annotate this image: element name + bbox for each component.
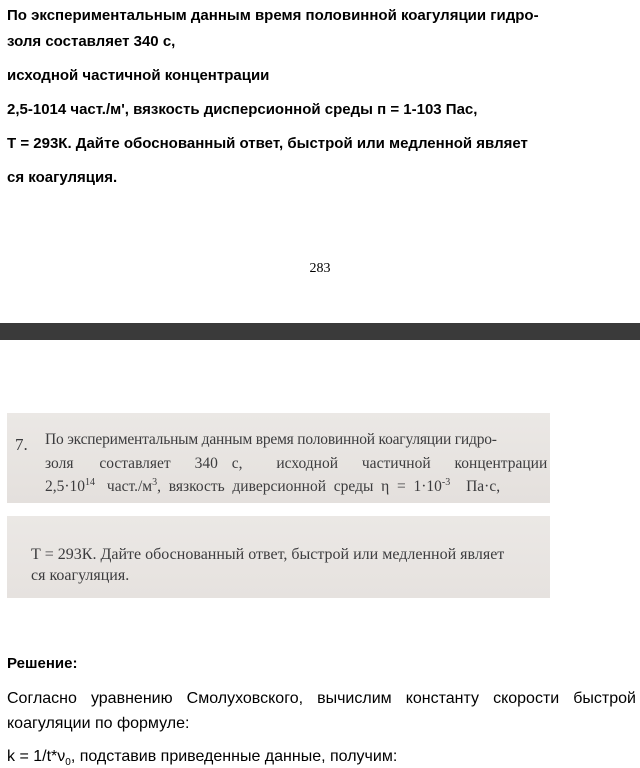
problem-number: 7. [15, 435, 28, 454]
problem-line: исходной частичной концентрации [7, 67, 270, 84]
scan-line: По экспериментальным данным время половинной коагуляции гидро- [45, 431, 497, 448]
scan-word: частичной [361, 455, 431, 472]
scan-exponent: -3 [441, 477, 451, 488]
formula-line [7, 748, 397, 768]
problem-statement [7, 0, 632, 204]
formula-text: , подставив приведенные данные, получим: [70, 748, 398, 765]
scan-word: Па·с, [466, 478, 501, 496]
scan-word: концентрации [454, 455, 548, 472]
scanned-problem-image-top [7, 413, 550, 503]
scan-exponent: 3 [152, 477, 158, 488]
scan-word: золя [45, 455, 74, 472]
scanned-problem-image-bottom [7, 516, 550, 598]
scan-line: ся коагуляция. [31, 567, 130, 584]
problem-line: золя составляет 340 с, [7, 33, 176, 50]
scan-word: , вязкость диверсионной среды η = 1·10 [157, 478, 442, 496]
page-divider [0, 323, 640, 340]
scan-line [45, 477, 500, 496]
solution-paragraph: Согласно уравнению Смолуховского, вычислим константу скорости быстрой коагуляции по формуле: [7, 690, 636, 732]
problem-line: 2,5-1014 част./м', вязкость дисперсионной среды п = 1-103 Пас, [7, 101, 478, 118]
solution-heading: Решение: [7, 655, 78, 672]
problem-line: Т = 293К. Дайте обоснованный ответ, быстрой или медленной являет [7, 135, 528, 152]
scan-word: 2,5·10 [45, 478, 86, 496]
problem-line: ся коагуляция. [7, 169, 118, 186]
scan-word: част./м [106, 478, 153, 496]
formula-subscript: 0 [65, 757, 71, 768]
scan-exponent: 14 [85, 477, 96, 488]
scan-word: исходной [276, 455, 339, 472]
scan-word: 340 [194, 455, 218, 472]
formula-text: k = 1/t*ν [7, 748, 66, 765]
scan-word: с, [231, 455, 243, 472]
page-number: 283 [309, 261, 331, 276]
scan-word: составляет [99, 455, 171, 472]
problem-line: По экспериментальным данным время половинной коагуляции гидро- [7, 7, 539, 24]
scan-line [45, 455, 547, 473]
scan-line: Т = 293К. Дайте обоснованный ответ, быстрой или медленной являет [31, 546, 505, 563]
